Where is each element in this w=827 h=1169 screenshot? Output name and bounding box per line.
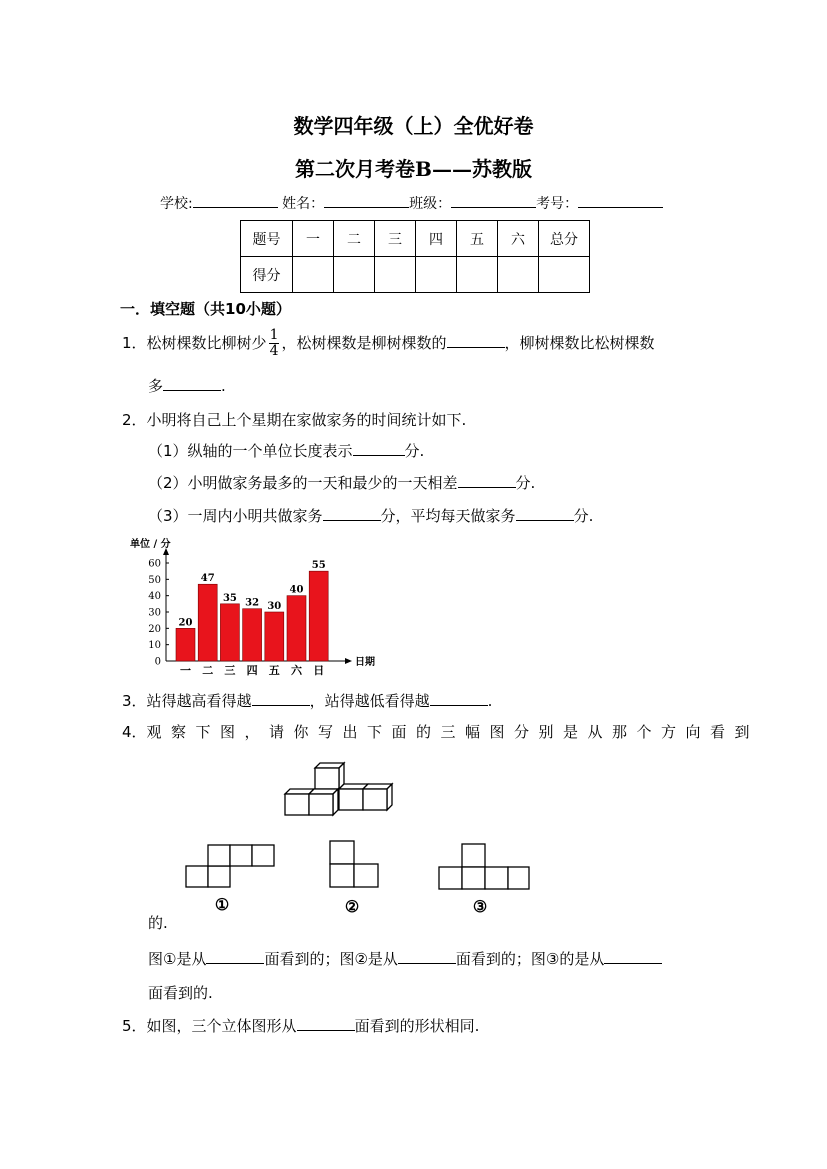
question-text: 分.: [573, 507, 594, 525]
data-label: 35: [222, 592, 237, 604]
x-tick-label: 四: [246, 664, 258, 677]
score-header-cell: 一: [293, 221, 334, 257]
bar-chart: [120, 533, 380, 678]
bar: [243, 609, 262, 661]
question-text: .: [487, 692, 493, 710]
section-heading: 一．填空题（共10小题）: [120, 300, 291, 318]
x-axis-label: 日期: [355, 657, 375, 668]
score-header-cell: 三: [375, 221, 416, 257]
y-tick-label: 20: [148, 623, 161, 635]
x-tick-label: 五: [268, 664, 280, 677]
question-text: 面看到的；图③的是从: [455, 950, 605, 968]
question-4-answer-cont: 面看到的.: [148, 984, 213, 1002]
question-4-answer: [148, 948, 662, 969]
score-input-row: [241, 257, 590, 293]
name-label: 姓名：: [282, 196, 325, 212]
class-field[interactable]: [451, 193, 536, 208]
bar: [176, 628, 195, 661]
question-number: 4．: [122, 723, 147, 741]
answer-blank[interactable]: [430, 691, 488, 706]
question-2-part-1: [148, 440, 424, 461]
answer-blank[interactable]: [353, 441, 405, 456]
question-text: 观察下图，请你写出下面的三幅图分别是从那个方向看到: [146, 723, 760, 741]
class-label: 班级：: [409, 196, 452, 212]
question-text: ，站得越低看得越: [309, 692, 430, 710]
question-2-part-2: [148, 472, 535, 493]
answer-blank[interactable]: [323, 506, 381, 521]
score-row-label: 得分: [241, 257, 293, 293]
fraction: [269, 328, 280, 359]
answer-blank[interactable]: [458, 473, 516, 488]
view-3: [439, 844, 529, 889]
y-tick-label: 40: [148, 591, 161, 603]
x-tick-label: 六: [291, 664, 302, 677]
question-text: ，松树棵数是柳树棵数的: [281, 334, 447, 352]
question-number: 5．: [122, 1017, 147, 1035]
y-axis-label: 单位 / 分: [130, 539, 171, 550]
data-label: 55: [311, 560, 326, 572]
answer-blank[interactable]: [516, 506, 574, 521]
question-text: 松树棵数比柳树少: [146, 334, 267, 352]
question-text: （3）一周内小明共做家务: [148, 507, 323, 525]
exam-no-label: 考号：: [536, 196, 579, 212]
score-cell[interactable]: [498, 257, 539, 293]
question-text: （2）小明做家务最多的一天和最少的一天相差: [148, 474, 458, 492]
score-header-row: [241, 221, 590, 257]
question-1: [122, 328, 655, 359]
bar: [287, 596, 306, 661]
bar: [220, 604, 239, 661]
info-line: [160, 193, 663, 213]
question-text: 如图，三个立体图形从: [146, 1017, 297, 1035]
question-text: 多: [148, 377, 164, 395]
question-text: 站得越高看得越: [146, 692, 252, 710]
question-4: [122, 721, 759, 742]
question-text: 分.: [404, 442, 425, 460]
answer-blank[interactable]: [447, 333, 505, 348]
question-2-part-3: [148, 505, 593, 526]
y-tick-label: 0: [154, 656, 161, 668]
data-label: 47: [200, 573, 215, 585]
data-label: 40: [289, 584, 304, 596]
answer-blank[interactable]: [206, 949, 264, 964]
fraction-numerator: 1: [269, 327, 279, 343]
score-header-cell: 总分: [539, 221, 590, 257]
score-cell[interactable]: [293, 257, 334, 293]
y-tick-label: 50: [148, 574, 161, 586]
question-number: 3．: [122, 692, 147, 710]
view-2: [330, 841, 378, 887]
score-cell[interactable]: [539, 257, 590, 293]
question-text: 面看到的；图②是从: [264, 950, 398, 968]
score-table: [240, 220, 590, 293]
bar: [265, 612, 284, 661]
view-1: [186, 845, 274, 887]
x-tick-label: 一: [180, 664, 191, 677]
question-5: [122, 1015, 479, 1036]
question-number: 2．: [122, 411, 147, 429]
answer-blank[interactable]: [398, 949, 456, 964]
score-header-cell: 六: [498, 221, 539, 257]
view-label: ③: [472, 897, 488, 916]
question-text: （1）纵轴的一个单位长度表示: [148, 442, 353, 460]
question-1-cont: [148, 375, 226, 396]
exam-no-field[interactable]: [578, 193, 663, 208]
score-cell[interactable]: [416, 257, 457, 293]
y-tick-label: 10: [148, 640, 161, 652]
question-text: 图①是从: [148, 950, 207, 968]
question-text: 面看到的形状相同.: [354, 1017, 480, 1035]
question-number: 1．: [122, 334, 147, 352]
x-tick-label: 三: [224, 664, 236, 677]
page-title: 数学四年级（上）全优好卷: [293, 114, 534, 138]
name-field[interactable]: [324, 193, 409, 208]
question-text: .: [221, 377, 226, 395]
question-text: ，柳树棵数比松树棵数: [504, 334, 655, 352]
fraction-denominator: 4: [269, 343, 279, 359]
score-header-cell: 二: [334, 221, 375, 257]
y-tick-label: 60: [148, 558, 161, 570]
answer-blank[interactable]: [163, 376, 221, 391]
score-header-cell: 五: [457, 221, 498, 257]
cube-stack-3d: [285, 763, 392, 815]
question-text: 分.: [515, 474, 536, 492]
score-cell[interactable]: [334, 257, 375, 293]
question-2: [122, 409, 466, 430]
view-label: ①: [214, 895, 230, 914]
views-figure: [180, 760, 540, 920]
score-header-cell: 四: [416, 221, 457, 257]
question-text: 小明将自己上个星期在家做家务的时间统计如下.: [146, 411, 467, 429]
bar: [309, 571, 328, 661]
page-subtitle: 第二次月考卷B——苏教版: [295, 157, 532, 181]
question-text: 分，平均每天做家务: [380, 507, 516, 525]
question-4-tail: 的.: [148, 914, 168, 932]
score-cell[interactable]: [375, 257, 416, 293]
data-label: 30: [267, 601, 282, 612]
x-axis-arrow: [345, 658, 352, 664]
bar: [198, 584, 217, 661]
question-3: [122, 690, 492, 711]
data-label: 20: [178, 617, 193, 629]
data-label: 32: [245, 597, 260, 609]
answer-blank[interactable]: [604, 949, 662, 964]
score-cell[interactable]: [457, 257, 498, 293]
score-header-cell: 题号: [241, 221, 293, 257]
x-tick-label: 日: [313, 664, 325, 677]
school-field[interactable]: [193, 193, 278, 208]
school-label: 学校:: [160, 196, 193, 212]
y-tick-label: 30: [148, 607, 161, 619]
x-tick-label: 二: [202, 664, 214, 677]
answer-blank[interactable]: [252, 691, 310, 706]
view-label: ②: [344, 897, 360, 916]
answer-blank[interactable]: [297, 1016, 355, 1031]
